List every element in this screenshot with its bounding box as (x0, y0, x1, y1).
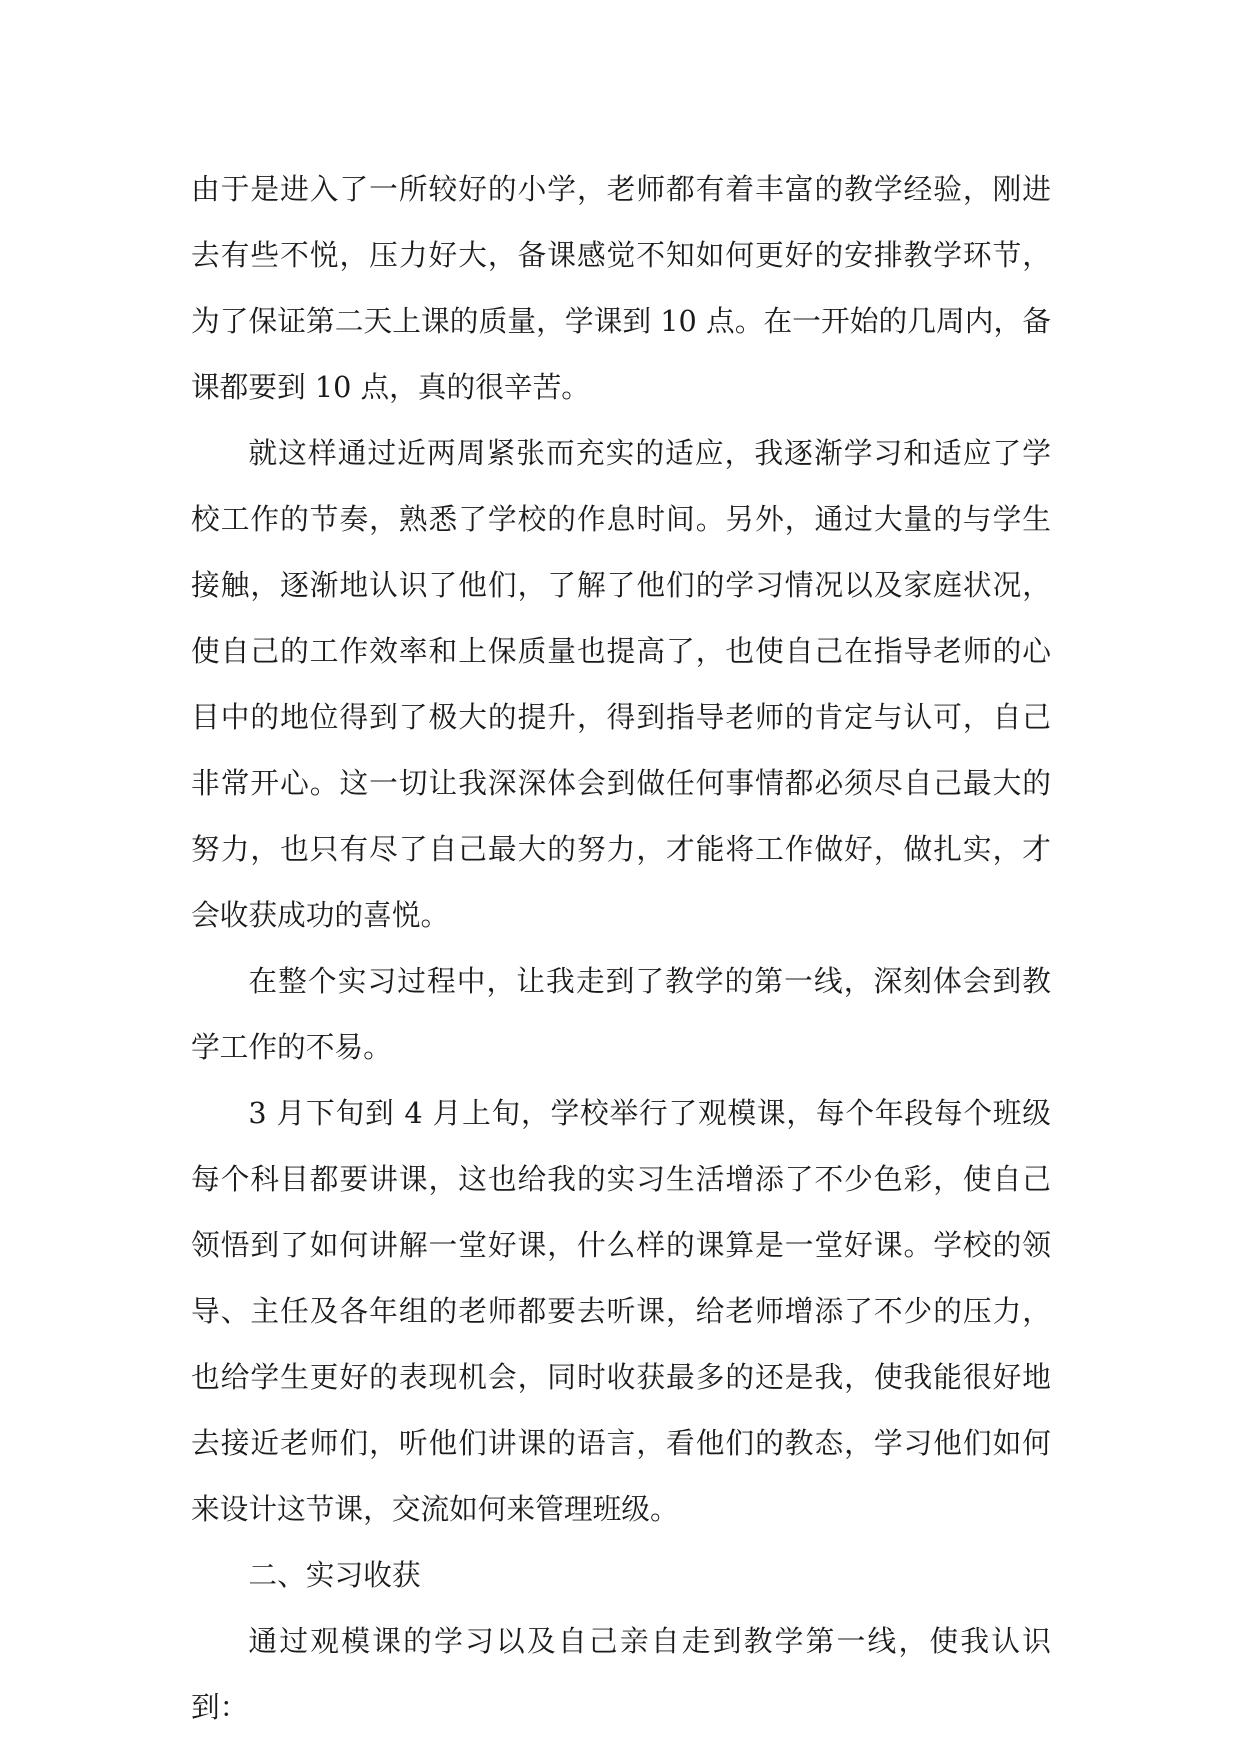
paragraph-1: 由于是进入了一所较好的小学，老师都有着丰富的教学经验，刚进去有些不悦，压力好大，备课感觉不知如何更好的安排教学环节，为了保证第二天上课的质量，学课到 10 点。在一开始的几周内，备课都要到 10 点，真的很辛苦。 (191, 172, 1051, 404)
document-body (191, 156, 1051, 1740)
closing-paragraph: 通过观模课的学习以及自己亲自走到教学第一线，使我认识到： (191, 1624, 1051, 1724)
paragraph-2: 就这样通过近两周紧张而充实的适应，我逐渐学习和适应了学校工作的节奏，熟悉了学校的作息时间。另外，通过大量的与学生接触，逐渐地认识了他们，了解了他们的学习情况以及家庭状况，使自己的工作效率和上保质量也提高了，也使自己在指导老师的心目中的地位得到了极大的提升，得到指导老师的肯定与认可，自己非常开心。这一切让我深深体会到做任何事情都必须尽自己最大的努力，也只有尽了自己最大的努力，才能将工作做好，做扎实，才会收获成功的喜悦。 (191, 436, 1051, 932)
paragraph-3: 在整个实习过程中，让我走到了教学的第一线，深刻体会到教学工作的不易。 (191, 964, 1051, 1064)
section-heading: 二、实习收获 (248, 1558, 421, 1592)
paragraph-4: 3 月下旬到 4 月上旬，学校举行了观模课，每个年段每个班级每个科目都要讲课，这也给我的实习生活增添了不少色彩，使自己领悟到了如何讲解一堂好课，什么样的课算是一堂好课。学校的领导、主任及各年组的老师都要去听课，给老师增添了不少的压力，也给学生更好的表现机会，同时收获最多的还是我，使我能很好地去接近老师们，听他们讲课的语言，看他们的教态，学习他们如何来设计这节课，交流如何来管理班级。 (191, 1096, 1051, 1526)
